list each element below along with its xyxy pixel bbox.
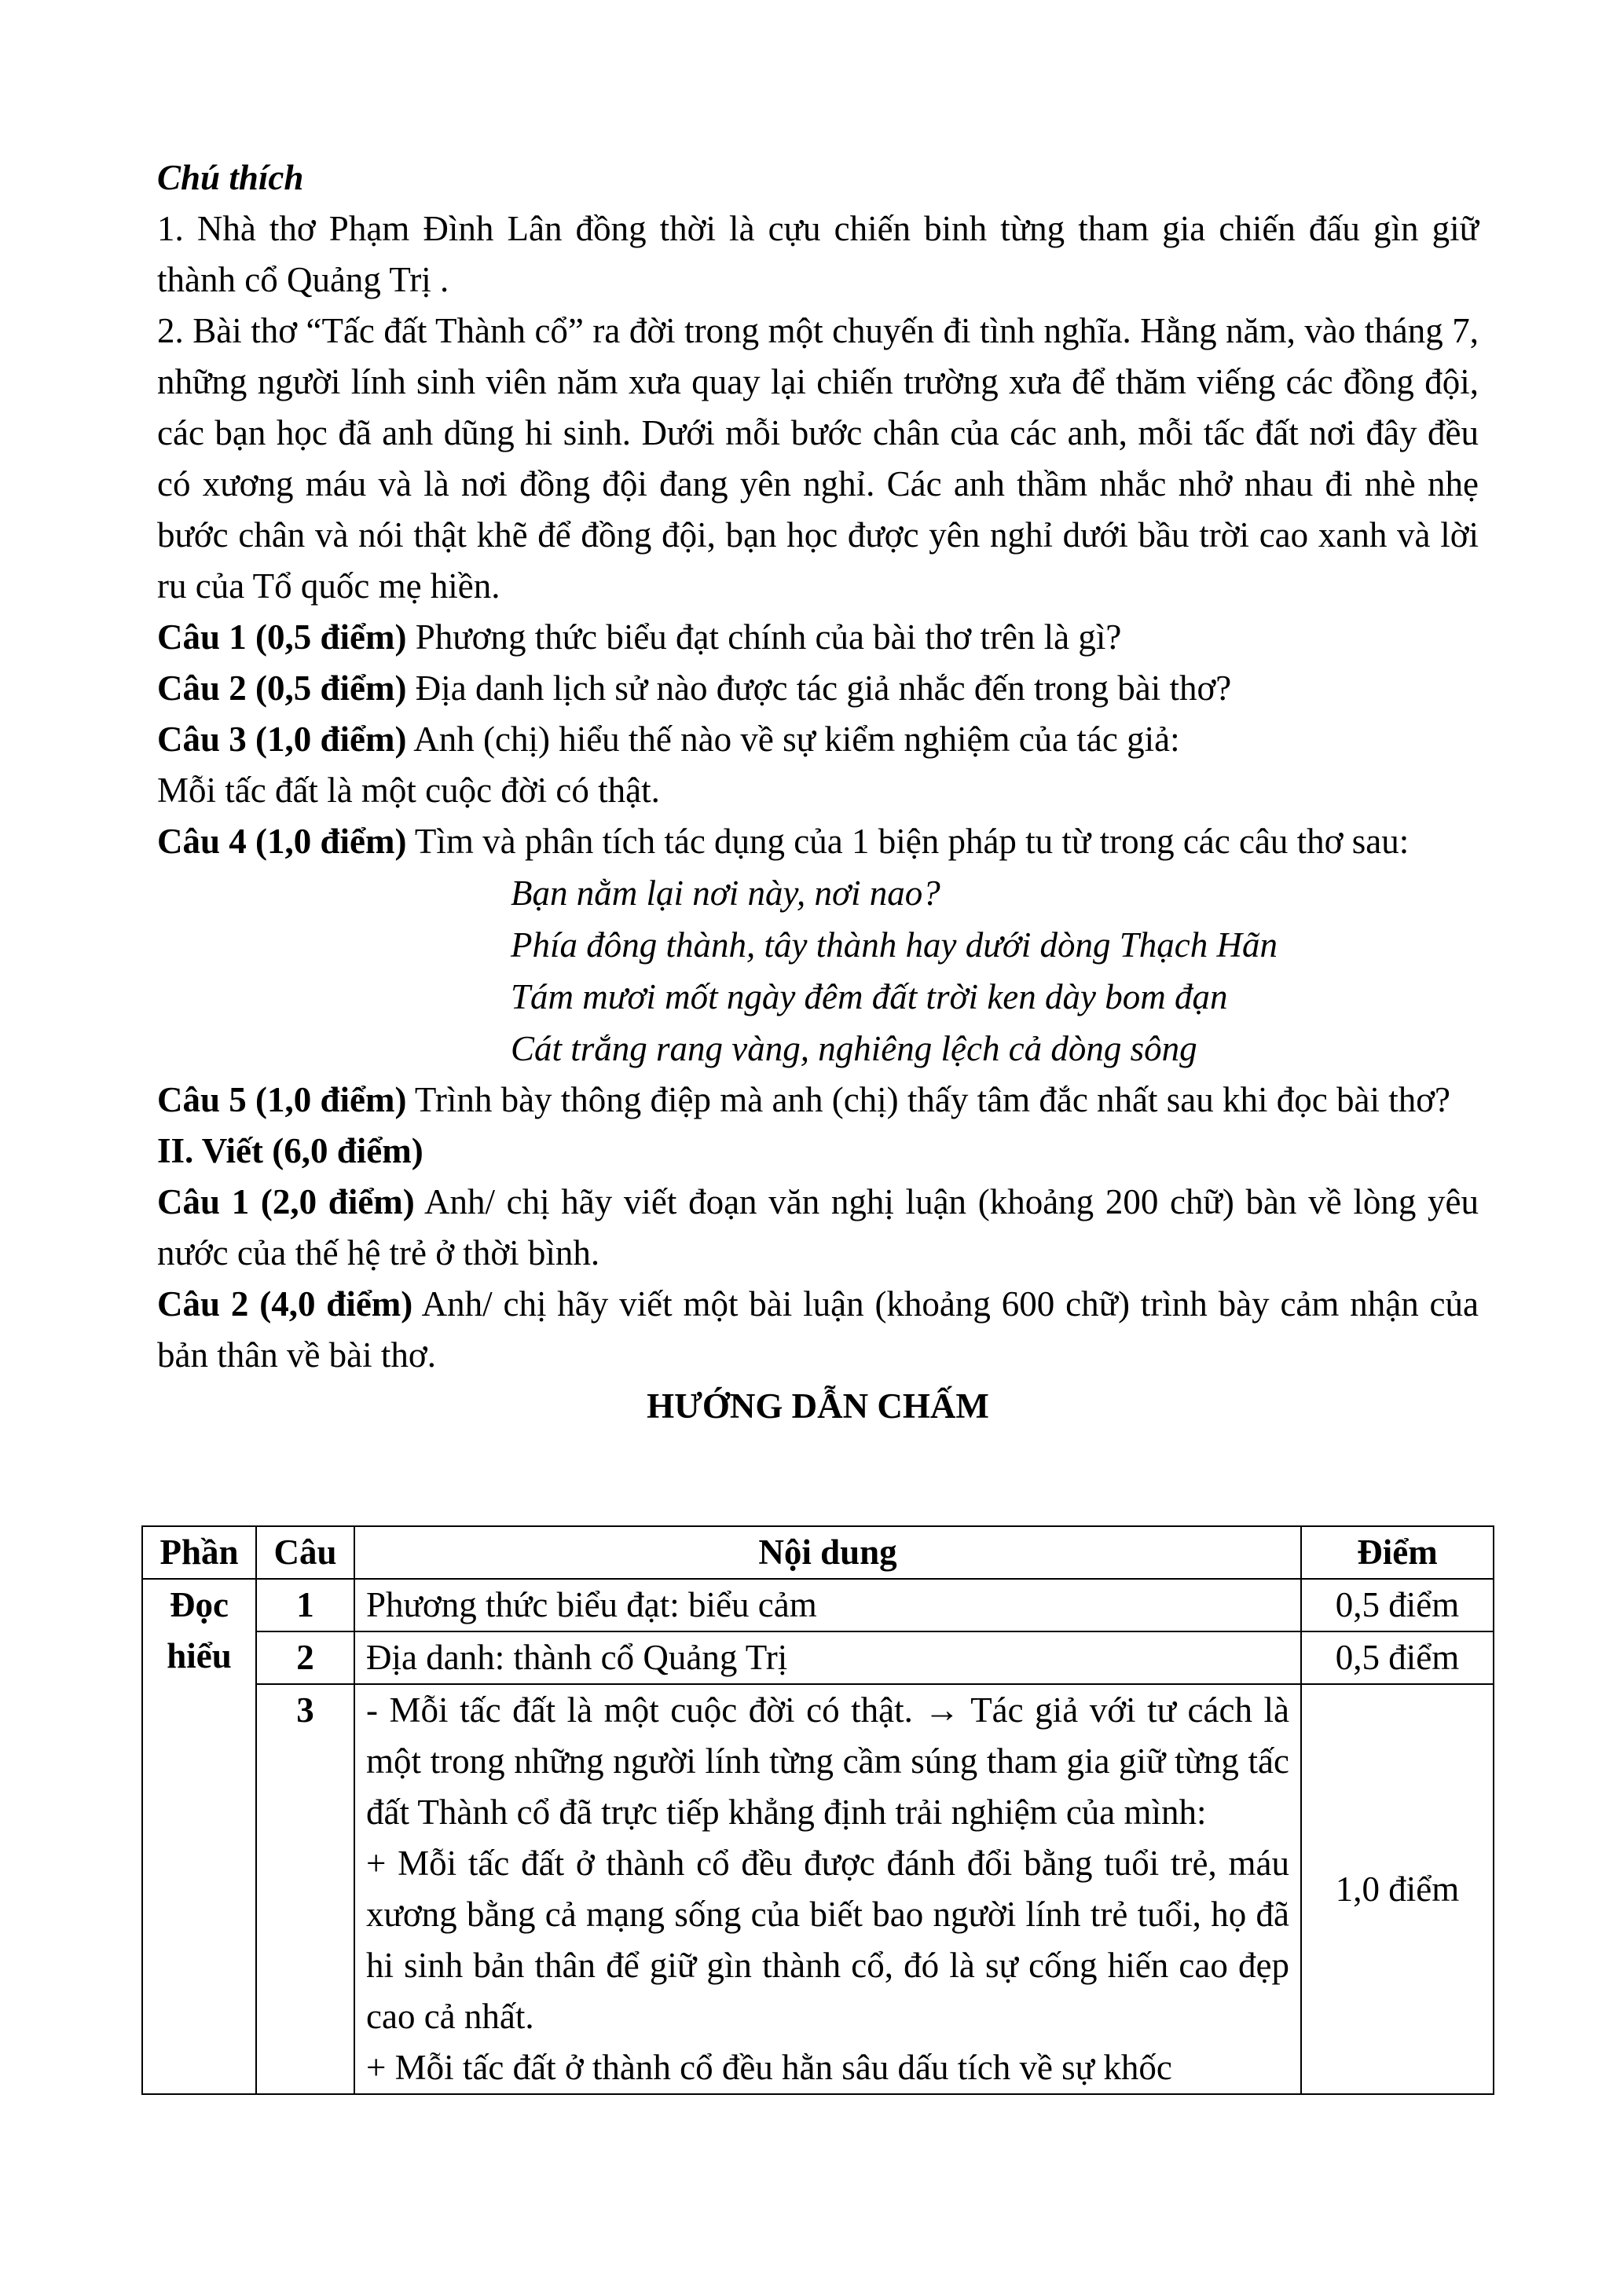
header-part: Phần	[142, 1526, 256, 1579]
score-cell: 0,5 điểm	[1301, 1579, 1494, 1631]
table-header-row	[142, 1526, 1494, 1579]
answer-line: + Mỗi tấc đất ở thành cổ đều hằn sâu dấu tích về sự khốc	[366, 2048, 1172, 2087]
writing-question-2	[157, 1279, 1479, 1381]
question-4	[157, 816, 1479, 867]
question-1-label: Câu 1 (0,5 điểm)	[157, 617, 407, 657]
poem-line: Phía đông thành, tây thành hay dưới dòng Thạch Hãn	[511, 925, 1278, 965]
question-2-text: Địa danh lịch sử nào được tác giả nhắc đến trong bài thơ?	[406, 668, 1232, 708]
question-3-text: Anh (chị) hiểu thế nào về sự kiểm nghiệm của tác giả:	[406, 720, 1180, 759]
note-item-2: 2. Bài thơ “Tấc đất Thành cổ” ra đời trong một chuyến đi tình nghĩa. Hằng năm, vào tháng 7, những người lính sinh viên năm xưa quay lại chiến trường xưa để thăm viếng các đồng đội, các bạn học đã anh dũng hi sinh. Dưới mỗi bước chân của các anh, mỗi tấc đất nơi đây đều có xương máu và là nơi đồng đội đang yên nghỉ. Các anh thầm nhắc nhở nhau đi nhè nhẹ bước chân và nói thật khẽ để đồng đội, bạn học được yên nghỉ dưới bầu trời cao xanh và lời ru của Tổ quốc mẹ hiền.	[157, 311, 1479, 606]
question-2-label: Câu 2 (0,5 điểm)	[157, 668, 407, 708]
part-cell: Đọc hiểu	[142, 1579, 256, 2094]
answer-line: + Mỗi tấc đất ở thành cổ đều được đánh đổi bằng tuổi trẻ, máu xương bằng cả mạng sống của biết bao người lính trẻ tuổi, họ đã hi sinh bản thân để giữ gìn thành cổ, đó là sự cống hiến cao đẹp cao cả nhất.	[366, 1844, 1289, 2036]
question-5-label: Câu 5 (1,0 điểm)	[157, 1080, 407, 1119]
grading-title: HƯỚNG DẪN CHẤM	[647, 1386, 989, 1426]
writing-question-2-text: Anh/ chị hãy viết một bài luận (khoảng 600 chữ) trình bày cảm nhận của bản thân về bài thơ.	[157, 1284, 1479, 1375]
poem-excerpt	[157, 867, 1479, 1075]
notes-heading: Chú thích	[157, 158, 304, 197]
score-cell: 0,5 điểm	[1301, 1631, 1494, 1684]
writing-question-2-label: Câu 2 (4,0 điểm)	[157, 1284, 413, 1324]
answer-content: Phương thức biểu đạt: biểu cảm	[354, 1579, 1301, 1631]
answer-content: Địa danh: thành cổ Quảng Trị	[354, 1631, 1301, 1684]
question-1-text: Phương thức biểu đạt chính của bài thơ trên là gì?	[406, 617, 1122, 657]
poem-line: Cát trắng rang vàng, nghiêng lệch cả dòng sông	[511, 1029, 1197, 1068]
question-5	[157, 1075, 1479, 1126]
writing-question-1-label: Câu 1 (2,0 điểm)	[157, 1182, 415, 1221]
question-5-text: Trình bày thông điệp mà anh (chị) thấy tâm đắc nhất sau khi đọc bài thơ?	[406, 1080, 1450, 1119]
writing-heading: II. Viết (6,0 điểm)	[157, 1131, 423, 1170]
question-3-quote: Mỗi tấc đất là một cuộc đời có thật.	[157, 771, 660, 810]
question-2	[157, 663, 1479, 714]
answer-line: - Mỗi tấc đất là một cuộc đời có thật. → Tác giả với tư cách là một trong những người lính từng cầm súng tham gia giữ từng tấc đất Thành cổ đã trực tiếp khẳng định trải nghiệm của mình:	[366, 1690, 1289, 1832]
question-number: 1	[256, 1579, 354, 1631]
answer-content	[354, 1684, 1301, 2094]
writing-question-1	[157, 1177, 1479, 1279]
writing-question-1-text: Anh/ chị hãy viết đoạn văn nghị luận (khoảng 200 chữ) bàn về lòng yêu nước của thế hệ trẻ ở thời bình.	[157, 1182, 1479, 1273]
question-4-label: Câu 4 (1,0 điểm)	[157, 822, 407, 861]
table-row	[142, 1579, 1494, 1631]
header-content: Nội dung	[354, 1526, 1301, 1579]
note-item-1: 1. Nhà thơ Phạm Đình Lân đồng thời là cựu chiến binh từng tham gia chiến đấu gìn giữ thành cổ Quảng Trị .	[157, 209, 1479, 299]
score-cell: 1,0 điểm	[1301, 1684, 1494, 2094]
question-4-text: Tìm và phân tích tác dụng của 1 biện pháp tu từ trong các câu thơ sau:	[406, 822, 1410, 861]
question-3-label: Câu 3 (1,0 điểm)	[157, 720, 407, 759]
question-3	[157, 714, 1479, 765]
question-1	[157, 612, 1479, 663]
header-score: Điểm	[1301, 1526, 1494, 1579]
header-question: Câu	[256, 1526, 354, 1579]
table-row	[142, 1631, 1494, 1684]
document-page	[157, 152, 1479, 1432]
question-number: 2	[256, 1631, 354, 1684]
poem-line: Tám mươi mốt ngày đêm đất trời ken dày bom đạn	[511, 977, 1228, 1016]
grading-table	[141, 1525, 1494, 2095]
poem-line: Bạn nằm lại nơi này, nơi nao?	[511, 873, 940, 913]
table-row	[142, 1684, 1494, 2094]
question-number: 3	[256, 1684, 354, 2094]
